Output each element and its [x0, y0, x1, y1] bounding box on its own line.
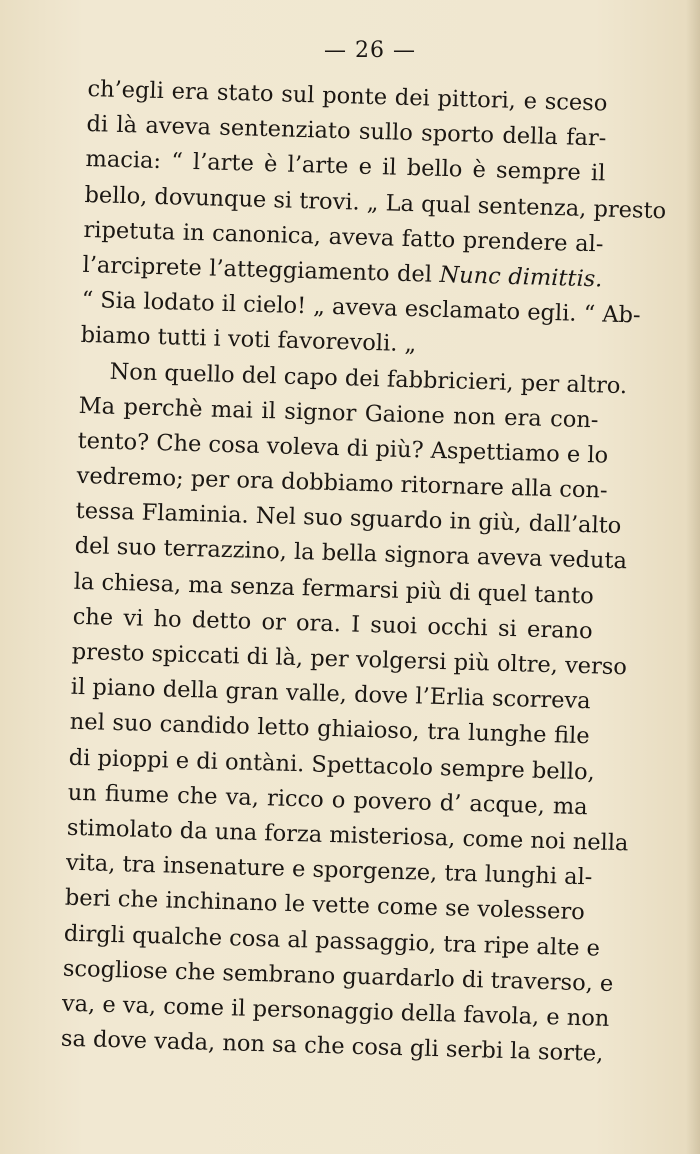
text-line: bello, dovunque si trovi. „ La qual sentenza, presto [84, 181, 667, 224]
text-line: “ Sia lodato il cielo! „ aveva esclamato egli. “ Ab- [81, 287, 641, 329]
text-line: tessa Flaminia. Nel suo sguardo in giù, dall’alto [75, 498, 622, 540]
text-line: tento? Che cosa voleva di più? Aspettiamo e lo [77, 427, 609, 469]
text-line: macia: “ l’arte è l’arte e il bello è sempre il [85, 146, 606, 187]
text-line: vedremo; per ora dobbiamo ritornare alla con- [76, 462, 608, 504]
text-line: il piano della gran valle, dove l’Erlia scorreva [70, 673, 591, 715]
text-line: un fiume che va, ricco o povero d’ acque, ma [67, 779, 589, 820]
text-line: che vi ho detto or ora. I suoi occhi si erano [72, 603, 593, 645]
text-line: Ma perchè mai il signor Gaione non era con- [78, 392, 599, 434]
text-line: di là aveva sentenziato sullo sporto della far- [86, 111, 607, 152]
text-line: beri che inchinano le vette come se volessero [64, 884, 586, 926]
body-text [60, 72, 667, 1071]
text-line: scogliose che sembrano guardarlo di traverso, e [62, 955, 614, 997]
text-line: dirgli qualche cosa al passaggio, tra ripe alte e [63, 920, 601, 962]
text-line-roman: l’arciprete l’atteggiamento del [82, 251, 440, 288]
paragraph-start-line: Non quello del capo dei fabbricieri, per altro. [109, 358, 628, 399]
text-line: stimolato da una forza misteriosa, come noi nella [66, 814, 629, 857]
page-edge-shadow [686, 0, 700, 1154]
text-line: ripetuta in canonica, aveva fatto prendere al- [83, 216, 604, 258]
text-line: sa dove vada, non sa che cosa gli serbi la sorte, [60, 1025, 604, 1067]
text-line: va, e va, come il personaggio della favola, e non [61, 990, 610, 1032]
text-line: presto spiccati di là, per volgersi più oltre, verso [71, 638, 628, 681]
italic-title: Nunc dimittis. [439, 261, 603, 293]
text-line: vita, tra insenature e sporgenze, tra lunghi al- [65, 849, 593, 891]
page-number: — 26 — [324, 38, 416, 63]
text-line: nel suo candido letto ghiaioso, tra lunghe file [69, 709, 591, 750]
text-line: ch’egli era stato sul ponte dei pittori, e sceso [87, 75, 608, 117]
text-line: del suo terrazzino, la bella signora aveva veduta [74, 533, 628, 575]
text-line: di pioppi e di ontàni. Spettacolo sempre bello, [68, 744, 596, 785]
text-line: la chiesa, ma senza fermarsi più di quel tanto [73, 568, 595, 609]
text-line: biamo tutti i voti favorevoli. „ [80, 322, 417, 358]
